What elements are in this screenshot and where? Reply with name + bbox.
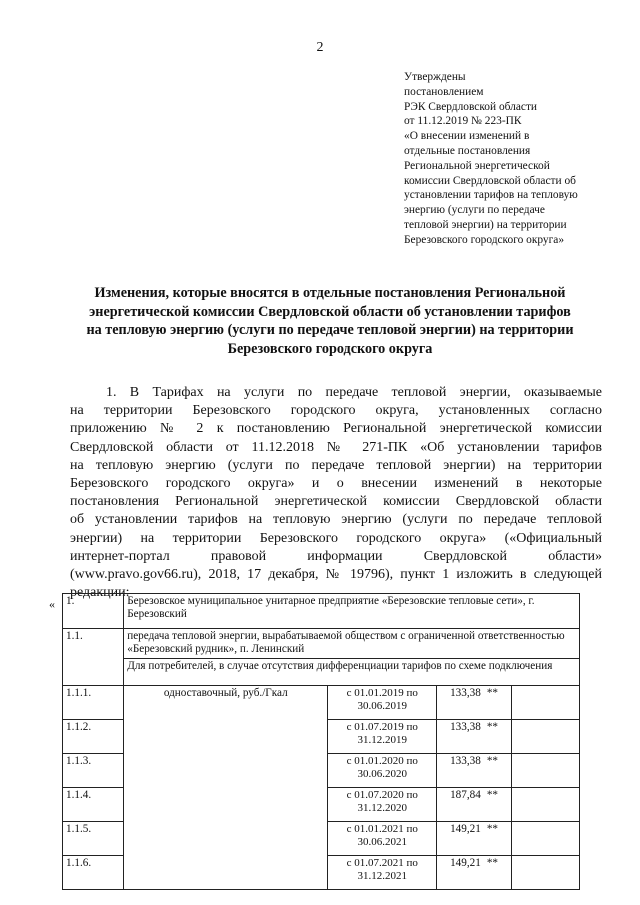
approval-line: тепловой энергии) на территории bbox=[404, 218, 567, 231]
tariff-value: 187,84 bbox=[450, 789, 481, 801]
tariff-value: 149,21 bbox=[450, 857, 481, 869]
approval-block bbox=[404, 70, 604, 248]
cell-num: 1.1. bbox=[63, 629, 124, 686]
cell-value bbox=[437, 686, 512, 720]
approval-line: Утверждены bbox=[404, 71, 466, 83]
cell-period: с 01.07.2019 по 31.12.2019 bbox=[328, 720, 437, 754]
cell-num: 1.1.5. bbox=[63, 822, 124, 856]
approval-line: постановлением bbox=[404, 85, 484, 98]
tariff-table bbox=[62, 593, 580, 890]
cell-period: с 01.01.2019 по 30.06.2019 bbox=[328, 686, 437, 720]
cell-num: 1.1.3. bbox=[63, 754, 124, 788]
paragraph-line: интернет-портал правовой информации Свердловской области» bbox=[70, 548, 602, 564]
table-row-consumers bbox=[63, 659, 580, 686]
approval-line: от 11.12.2019 № 223-ПК bbox=[404, 115, 522, 128]
cell-num: 1.1.4. bbox=[63, 788, 124, 822]
title-line: Изменения, которые вносятся в отдельные постановления Региональной bbox=[94, 285, 566, 301]
cell-period: с 01.01.2021 по 30.06.2021 bbox=[328, 822, 437, 856]
cell-empty bbox=[511, 720, 579, 754]
cell-value bbox=[437, 754, 512, 788]
cell-service: передача тепловой энергии, вырабатываемой обществом с ограниченной ответственностью «Березовский рудник», п. Ленинский bbox=[124, 629, 580, 659]
approval-line: «О внесении изменений в bbox=[404, 130, 530, 143]
cell-period: с 01.01.2020 по 30.06.2020 bbox=[328, 754, 437, 788]
cell-value bbox=[437, 856, 512, 890]
cell-empty bbox=[511, 856, 579, 890]
tariff-value: 133,38 bbox=[450, 755, 481, 767]
approval-line: РЭК Свердловской области bbox=[404, 100, 538, 113]
paragraph-line: Свердловской области от 11.12.2018 № 271-ПК «Об установлении тарифов bbox=[70, 439, 602, 455]
footnote-stars: ** bbox=[486, 823, 499, 835]
document-title bbox=[70, 284, 590, 358]
cell-unit: одноставочный, руб./Гкал bbox=[124, 686, 328, 890]
cell-value bbox=[437, 720, 512, 754]
page-number: 2 bbox=[316, 40, 324, 55]
table-row-organization bbox=[63, 594, 580, 629]
cell-num: 1. bbox=[63, 594, 124, 629]
tariff-value: 133,38 bbox=[450, 721, 481, 733]
paragraph-line: на тепловую энергию (услуги по передаче тепловой энергии) на территории bbox=[70, 457, 602, 473]
cell-organization: Березовское муниципальное унитарное предприятие «Березовские тепловые сети», г. Березовский bbox=[124, 594, 580, 629]
paragraph-line: энергии) на территории Березовского городского округа» («Официальный bbox=[70, 530, 602, 546]
approval-line: отдельные постановления bbox=[404, 144, 531, 157]
paragraph-line: редакции: bbox=[70, 585, 130, 601]
paragraph-line: постановления Региональной энергетической комиссии Свердловской области bbox=[70, 494, 602, 510]
approval-line: энергию (услуги по передаче bbox=[404, 204, 545, 217]
cell-period: с 01.07.2021 по 31.12.2021 bbox=[328, 856, 437, 890]
footnote-stars: ** bbox=[486, 857, 499, 869]
cell-num: 1.1.6. bbox=[63, 856, 124, 890]
cell-value bbox=[437, 788, 512, 822]
approval-line: Березовского городского округа» bbox=[404, 233, 565, 246]
table-row-service bbox=[63, 629, 580, 659]
paragraph-line: (www.pravo.gov66.ru), 2018, 17 декабря, № 19796), пункт 1 изложить в следующей bbox=[70, 566, 602, 582]
tariff-value: 149,21 bbox=[450, 823, 481, 835]
title-line: энергетической комиссии Свердловской области об установлении тарифов bbox=[89, 303, 571, 320]
body-paragraph bbox=[70, 384, 602, 602]
cell-value bbox=[437, 822, 512, 856]
paragraph-line: приложению № 2 к постановлению Региональной энергетической комиссии bbox=[70, 421, 602, 437]
cell-consumers: Для потребителей, в случае отсутствия дифференциации тарифов по схеме подключения bbox=[124, 659, 580, 686]
footnote-stars: ** bbox=[486, 789, 499, 801]
table-row bbox=[63, 686, 580, 720]
cell-empty bbox=[511, 686, 579, 720]
tariff-value: 133,38 bbox=[450, 687, 481, 699]
paragraph-line: об установлении тарифов на тепловую энергию (услуги по передаче тепловой bbox=[70, 512, 602, 528]
paragraph-line: Березовского городского округа» и о внесении изменений в некоторые bbox=[70, 475, 602, 491]
cell-num: 1.1.2. bbox=[63, 720, 124, 754]
approval-line: Региональной энергетической bbox=[404, 159, 550, 172]
paragraph-line: на территории Березовского городского округа, установленных согласно bbox=[70, 403, 602, 419]
cell-empty bbox=[511, 822, 579, 856]
cell-period: с 01.07.2020 по 31.12.2020 bbox=[328, 788, 437, 822]
approval-line: комиссии Свердловской области об bbox=[404, 174, 576, 187]
footnote-stars: ** bbox=[486, 755, 499, 767]
cell-empty bbox=[511, 754, 579, 788]
approval-line: установлении тарифов на тепловую bbox=[404, 189, 578, 202]
footnote-stars: ** bbox=[486, 721, 499, 733]
cell-empty bbox=[511, 788, 579, 822]
footnote-stars: ** bbox=[486, 687, 499, 699]
paragraph-line: 1. В Тарифах на услуги по передаче тепловой энергии, оказываемые bbox=[106, 385, 602, 400]
opening-quote: « bbox=[49, 597, 55, 611]
title-line: Березовского городского округа bbox=[227, 340, 433, 357]
title-line: на тепловую энергию (услуги по передаче тепловой энергии) на территории bbox=[86, 322, 574, 338]
cell-num: 1.1.1. bbox=[63, 686, 124, 720]
